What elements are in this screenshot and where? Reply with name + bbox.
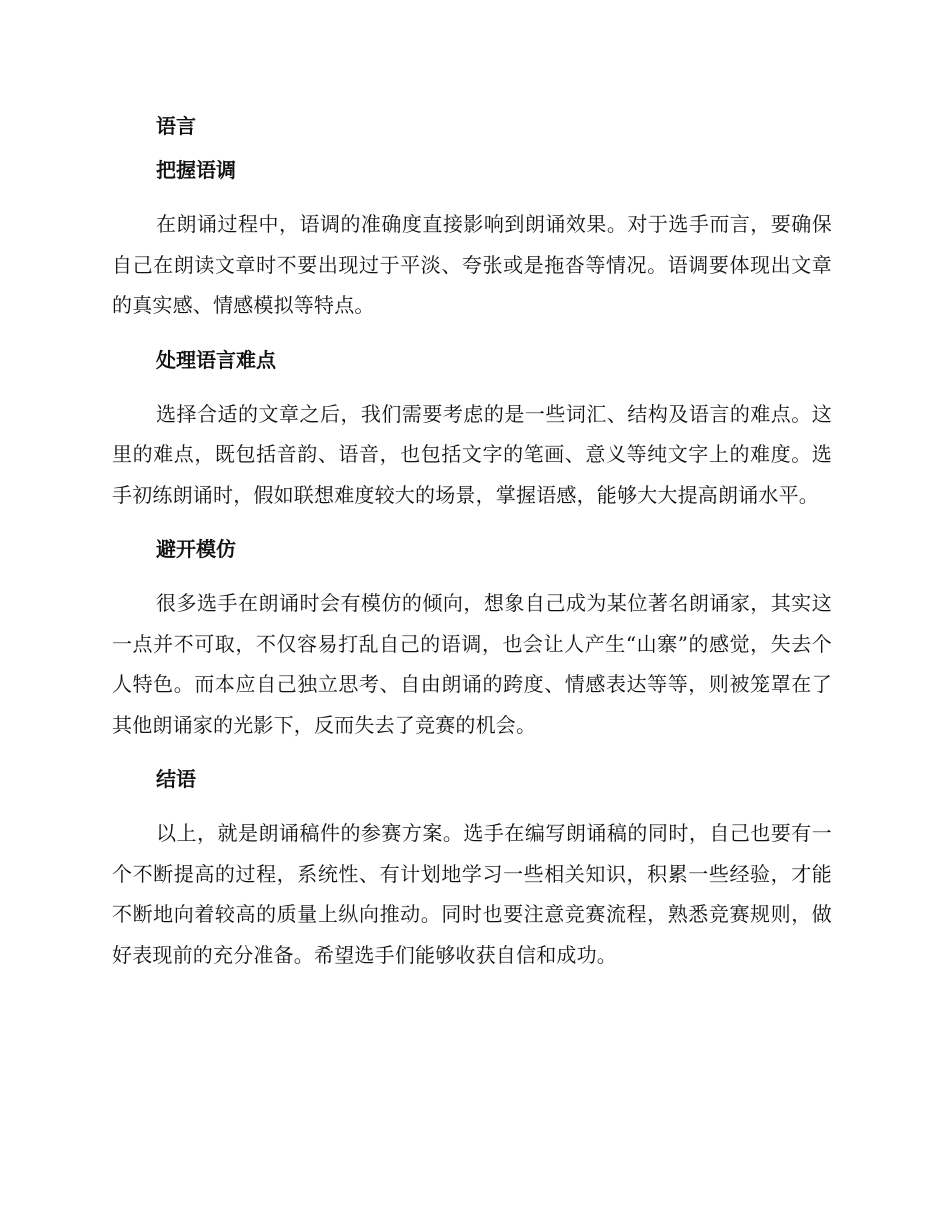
section-heading-intonation: 把握语调 <box>156 158 236 182</box>
section-heading-language: 语言 <box>156 114 196 138</box>
section-heading-conclusion: 结语 <box>156 767 196 791</box>
document-body <box>112 104 832 975</box>
paragraph-intonation: 在朗诵过程中，语调的准确度直接影响到朗诵效果。对于选手而言，要确保自己在朗读文章时不要出现过于平淡、夸张或是拖沓等情况。语调要体现出文章的真实感、情感模拟等特点。 <box>112 212 832 317</box>
section-heading-difficulties: 处理语言难点 <box>156 347 276 372</box>
paragraph-conclusion: 以上，就是朗诵稿件的参赛方案。选手在编写朗诵稿的同时，自己也要有一个不断提高的过程，系统性、有计划地学习一些相关知识，积累一些经验，才能不断地向着较高的质量上纵向推动。同时也要注意竞赛流程，熟悉竞赛规则，做好表现前的充分准备。希望选手们能够收获自信和成功。 <box>112 821 832 967</box>
paragraph-difficulties: 选择合适的文章之后，我们需要考虑的是一些词汇、结构及语言的难点。这里的难点，既包括音韵、语音，也包括文字的笔画、意义等纯文字上的难度。选手初练朗诵时，假如联想难度较大的场景，掌握语感，能够大大提高朗诵水平。 <box>112 401 832 507</box>
section-heading-avoid-imitation: 避开模仿 <box>156 537 236 561</box>
paragraph-avoid-imitation: 很多选手在朗诵时会有模仿的倾向，想象自己成为某位著名朗诵家，其实这一点并不可取，不仅容易打乱自己的语调，也会让人产生“山寨”的感觉，失去个人特色。而本应自己独立思考、自由朗诵的跨度、情感表达等等，则被笼罩在了其他朗诵家的光影下，反而失去了竞赛的机会。 <box>112 591 832 737</box>
